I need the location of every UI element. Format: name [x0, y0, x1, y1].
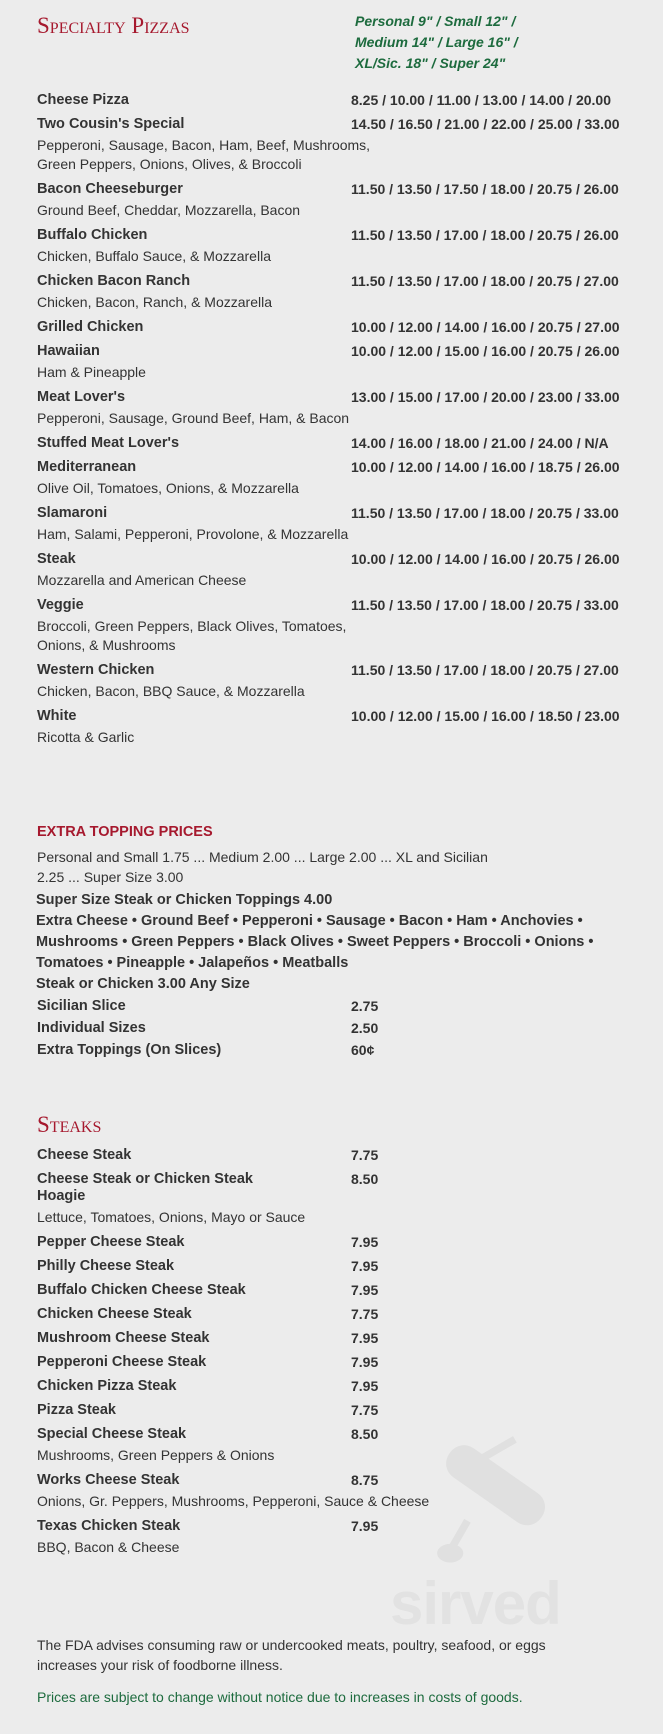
menu-item: [37, 1468, 637, 1492]
item-name: Works Cheese Steak: [37, 1471, 180, 1488]
item-name: Stuffed Meat Lover's: [37, 434, 180, 451]
item-price: 7.75: [351, 1401, 379, 1418]
menu-item: [37, 1514, 637, 1538]
size-line: XL/Sic. 18" / Super 24": [355, 55, 506, 71]
item-name: Philly Cheese Steak: [37, 1257, 175, 1274]
item-description: Chicken, Buffalo Sauce, & Mozzarella: [37, 248, 271, 264]
item-name: Buffalo Chicken: [37, 226, 148, 243]
menu-item: [37, 112, 637, 136]
sirved-watermark: sirved: [390, 1570, 561, 1637]
item-price: 7.95: [351, 1281, 379, 1298]
item-price: 7.95: [351, 1257, 379, 1274]
item-price: 14.50 / 16.50 / 21.00 / 22.00 / 25.00 / 33.00: [351, 115, 620, 132]
menu-item: [37, 1039, 616, 1061]
item-price: 10.00 / 12.00 / 15.00 / 16.00 / 20.75 / 26.00: [351, 342, 620, 359]
item-name: Mushroom Cheese Steak: [37, 1329, 210, 1346]
item-description: Pepperoni, Sausage, Bacon, Ham, Beef, Mushrooms, Green Peppers, Onions, Olives, & Broccoli: [37, 137, 371, 172]
menu-item: [37, 1326, 637, 1350]
item-price: 8.50: [351, 1170, 379, 1187]
menu-item: [37, 1350, 637, 1374]
item-price: 11.50 / 13.50 / 17.00 / 18.00 / 20.75 / 27.00: [351, 661, 619, 678]
item-price: 10.00 / 12.00 / 14.00 / 16.00 / 20.75 / 26.00: [351, 550, 620, 567]
menu-item: [37, 88, 637, 112]
item-description: Broccoli, Green Peppers, Black Olives, Tomatoes, Onions, & Mushrooms: [37, 618, 347, 653]
menu-item: [37, 547, 637, 571]
item-name: Pepper Cheese Steak: [37, 1233, 185, 1250]
item-description: Olive Oil, Tomatoes, Onions, & Mozzarella: [37, 480, 299, 496]
item-description: Chicken, Bacon, Ranch, & Mozzarella: [37, 294, 272, 310]
item-name: Pizza Steak: [37, 1401, 116, 1418]
item-price: 8.50: [351, 1425, 379, 1442]
item-price: 11.50 / 13.50 / 17.00 / 18.00 / 20.75 / 33.00: [351, 504, 619, 521]
item-name: Chicken Cheese Steak: [37, 1305, 192, 1322]
menu-item: [37, 177, 637, 201]
item-name: Individual Sizes: [37, 1019, 146, 1036]
super-size-topping-price: Super Size Steak or Chicken Toppings 4.00: [36, 892, 333, 908]
item-price: 7.95: [351, 1233, 379, 1250]
menu-item: [37, 315, 637, 339]
menu-item: [37, 1017, 616, 1039]
menu-item: [37, 1230, 637, 1254]
menu-item: [37, 658, 637, 682]
item-price: 2.75: [351, 997, 379, 1014]
size-line: Personal 9" / Small 12" /: [355, 13, 516, 29]
menu-item: [37, 1167, 637, 1208]
price-change-note: Prices are subject to change without notice due to increases in costs of goods.: [37, 1689, 523, 1705]
item-name: Buffalo Chicken Cheese Steak: [37, 1281, 246, 1298]
item-description: Ham & Pineapple: [37, 364, 146, 380]
item-name: Bacon Cheeseburger: [37, 180, 183, 197]
pizza-sizes-legend: [355, 11, 555, 74]
menu-item: [37, 501, 637, 525]
item-price: 11.50 / 13.50 / 17.00 / 18.00 / 20.75 / 27.00: [351, 272, 619, 289]
item-name: Cheese Steak or Chicken Steak Hoagie: [37, 1170, 253, 1204]
menu-item: [37, 1398, 637, 1422]
item-price: 7.75: [351, 1146, 379, 1163]
item-price: 60¢: [351, 1041, 375, 1058]
item-name: Sicilian Slice: [37, 997, 126, 1014]
specialty-pizzas-title: Specialty Pizzas: [37, 13, 190, 38]
item-name: Veggie: [37, 596, 84, 613]
item-name: Slamaroni: [37, 504, 108, 521]
item-name: Mediterranean: [37, 458, 137, 475]
extra-topping-details: [36, 890, 616, 1061]
menu-item: [37, 269, 637, 293]
item-price: 13.00 / 15.00 / 17.00 / 20.00 / 23.00 / 33.00: [351, 388, 620, 405]
topping-details: [36, 890, 606, 995]
item-description: Mozzarella and American Cheese: [37, 572, 247, 588]
topping-options: Extra Cheese • Ground Beef • Pepperoni • Sausage • Bacon • Ham • Anchovies • Mushrooms • Green Peppers • Black Olives • Sweet Peppers • Broccoli • Onions • Tomatoes • Pineapple • Jalapeños • Meatballs: [36, 913, 594, 971]
menu-item: [37, 1254, 637, 1278]
item-name: Texas Chicken Steak: [37, 1517, 181, 1534]
item-name: Cheese Steak: [37, 1146, 132, 1163]
menu-item: [37, 995, 616, 1017]
item-name: Chicken Pizza Steak: [37, 1377, 177, 1394]
menu-item: [37, 339, 637, 363]
item-price: 7.95: [351, 1377, 379, 1394]
item-description: Ricotta & Garlic: [37, 729, 135, 745]
item-description: Mushrooms, Green Peppers & Onions: [37, 1447, 275, 1463]
item-name: Hawaiian: [37, 342, 100, 359]
item-price: 8.25 / 10.00 / 11.00 / 13.00 / 14.00 / 20.00: [351, 91, 611, 108]
item-name: Cheese Pizza: [37, 91, 129, 108]
menu-item: [37, 1278, 637, 1302]
item-name: Meat Lover's: [37, 388, 126, 405]
item-name: Grilled Chicken: [37, 318, 144, 335]
item-name: Steak: [37, 550, 76, 567]
item-price: 7.95: [351, 1353, 379, 1370]
item-price: 7.95: [351, 1517, 379, 1534]
item-description: BBQ, Bacon & Cheese: [37, 1539, 180, 1555]
menu-item: [37, 1422, 637, 1446]
item-name: Chicken Bacon Ranch: [37, 272, 191, 289]
item-price: 7.95: [351, 1329, 379, 1346]
item-price: 11.50 / 13.50 / 17.00 / 18.00 / 20.75 / 33.00: [351, 596, 619, 613]
item-description: Chicken, Bacon, BBQ Sauce, & Mozzarella: [37, 683, 305, 699]
item-price: 7.75: [351, 1305, 379, 1322]
extra-topping-title: EXTRA TOPPING PRICES: [37, 824, 213, 840]
item-price: 14.00 / 16.00 / 18.00 / 21.00 / 24.00 / N/A: [351, 434, 609, 451]
item-name: Western Chicken: [37, 661, 155, 678]
item-description: Pepperoni, Sausage, Ground Beef, Ham, & Bacon: [37, 410, 350, 426]
item-price: 11.50 / 13.50 / 17.50 / 18.00 / 20.75 / 26.00: [351, 180, 619, 197]
menu-item: [37, 1302, 637, 1326]
menu-item: [37, 431, 637, 455]
steaks-title: Steaks: [37, 1112, 102, 1137]
steak-list: [37, 1143, 637, 1560]
item-name: Two Cousin's Special: [37, 115, 185, 132]
pizza-list: [37, 88, 637, 750]
menu-item: [37, 1374, 637, 1398]
item-name: Special Cheese Steak: [37, 1425, 187, 1442]
item-description: Lettuce, Tomatoes, Onions, Mayo or Sauce: [37, 1209, 306, 1225]
item-name: White: [37, 707, 77, 724]
item-price: 11.50 / 13.50 / 17.00 / 18.00 / 20.75 / 26.00: [351, 226, 619, 243]
size-line: Medium 14" / Large 16" /: [355, 34, 518, 50]
item-price: 10.00 / 12.00 / 14.00 / 16.00 / 18.75 / 26.00: [351, 458, 620, 475]
menu-item: [37, 593, 637, 617]
item-price: 10.00 / 12.00 / 15.00 / 16.00 / 18.50 / 23.00: [351, 707, 620, 724]
menu-item: [37, 704, 637, 728]
topping-size-prices: Personal and Small 1.75 ... Medium 2.00 ... Large 2.00 ... XL and Sicilian 2.25 ... Super Size 3.00: [37, 849, 488, 885]
item-price: 10.00 / 12.00 / 14.00 / 16.00 / 20.75 / 27.00: [351, 318, 620, 335]
item-description: Ham, Salami, Pepperoni, Provolone, & Mozzarella: [37, 526, 349, 542]
item-name: Pepperoni Cheese Steak: [37, 1353, 207, 1370]
menu-item: [37, 455, 637, 479]
item-name: Extra Toppings (On Slices): [37, 1041, 222, 1058]
steak-chicken-topping-price: Steak or Chicken 3.00 Any Size: [36, 976, 250, 992]
menu-item: [37, 385, 637, 409]
item-description: Onions, Gr. Peppers, Mushrooms, Pepperoni, Sauce & Cheese: [37, 1493, 430, 1509]
item-description: Ground Beef, Cheddar, Mozzarella, Bacon: [37, 202, 301, 218]
fda-advisory: The FDA advises consuming raw or undercooked meats, poultry, seafood, or eggs increases your risk of foodborne illness.: [37, 1637, 546, 1673]
menu-item: [37, 223, 637, 247]
item-price: 8.75: [351, 1471, 379, 1488]
menu-item: [37, 1143, 637, 1167]
extra-topping-list: [36, 995, 616, 1061]
item-price: 2.50: [351, 1019, 379, 1036]
